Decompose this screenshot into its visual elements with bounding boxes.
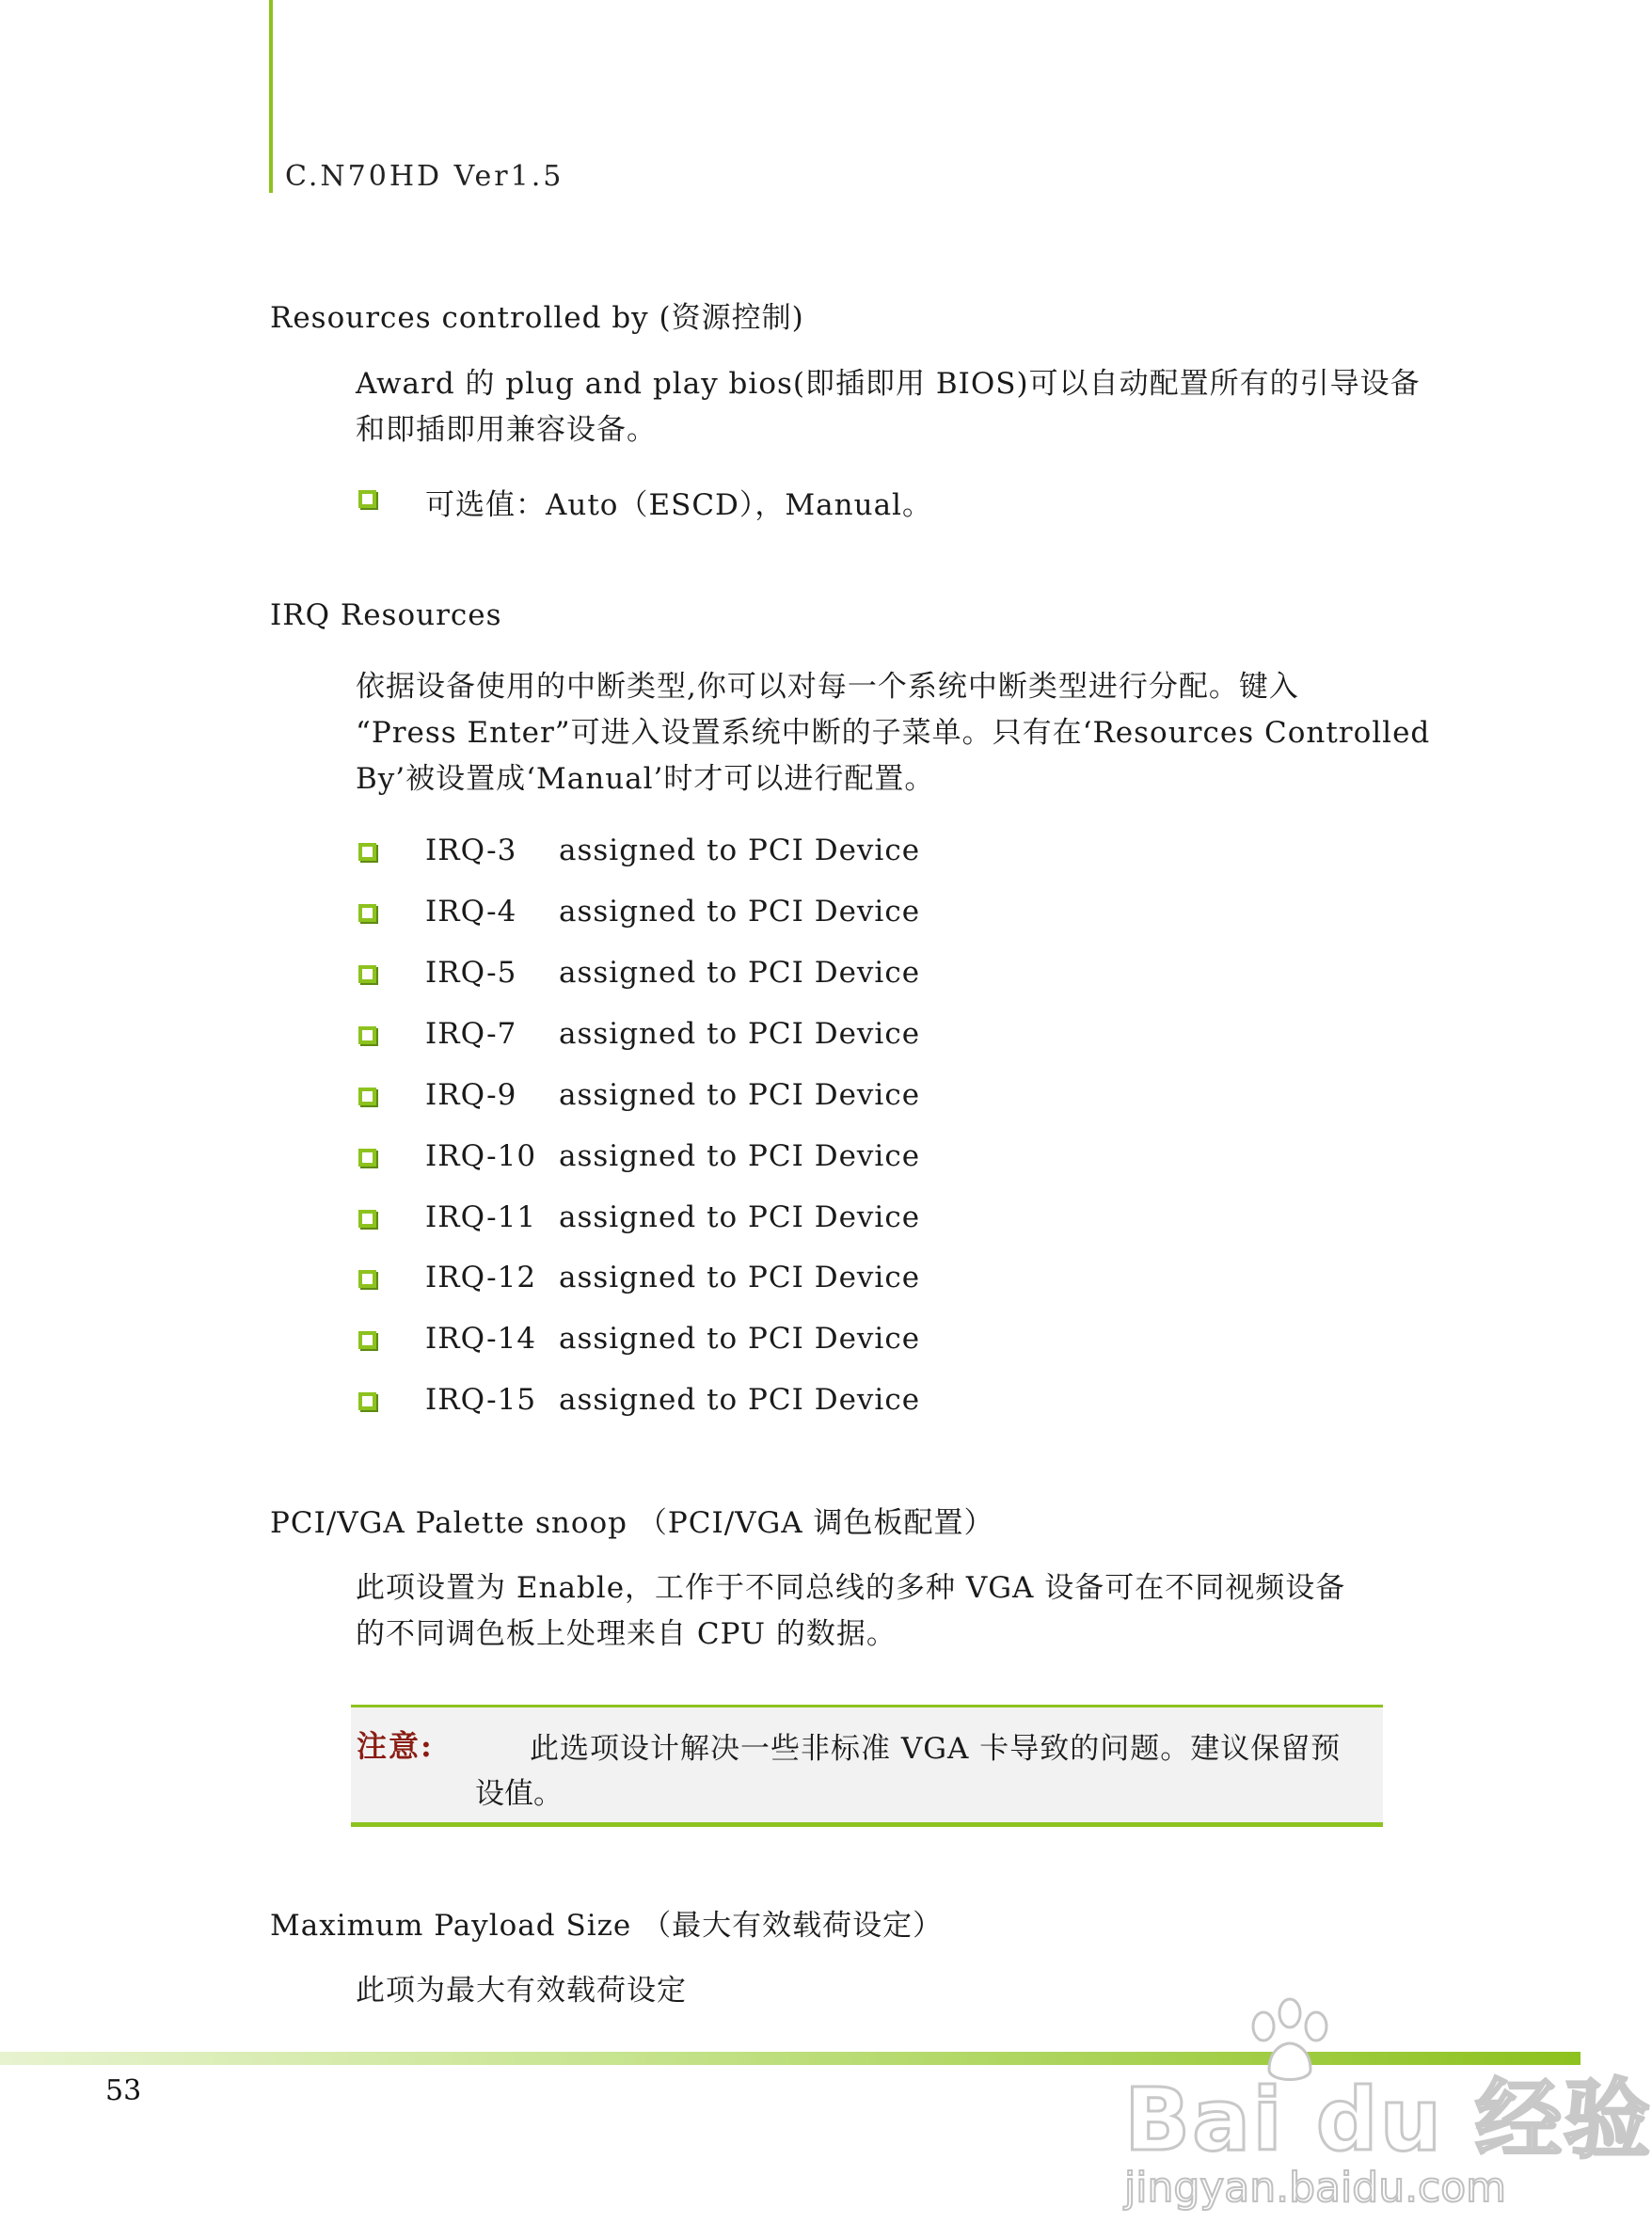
irq-label: IRQ-12 [425,1261,537,1294]
checkbox-bullet-icon [358,1331,376,1349]
paragraph-line: “Press Enter”可进入设置系统中断的子菜单。只有在‘Resources Controlled [356,716,1431,750]
irq-assignment: assigned to PCI Device [559,1200,921,1234]
option-values-text: 可选值：Auto（ESCD），Manual。 [425,488,932,522]
checkbox-bullet-icon [358,843,376,861]
watermark-brand: Bai du 经验 [1124,2070,1652,2170]
irq-assignment: assigned to PCI Device [559,834,921,867]
irq-assignment: assigned to PCI Device [559,1383,921,1417]
watermark-url: jingyan.baidu.com [1124,2164,1507,2212]
checkbox-bullet-icon [358,1392,376,1410]
irq-label: IRQ-9 [425,1078,517,1112]
irq-label: IRQ-15 [425,1383,537,1417]
paragraph-irq [356,664,1431,802]
paragraph-line: 和即插即用兼容设备。 [356,413,657,447]
irq-label: IRQ-14 [425,1322,537,1356]
paragraph-line: 的不同调色板上处理来自 CPU 的数据。 [356,1617,897,1651]
irq-assignment: assigned to PCI Device [559,895,921,929]
note-text-line: 设值。 [475,1777,563,1811]
baidu-watermark [1124,1994,1652,2230]
checkbox-bullet-icon [358,1270,376,1288]
paragraph-line: By’被设置成‘Manual’时才可以进行配置。 [356,762,935,796]
heading-resources-controlled: Resources controlled by (资源控制) [270,301,804,335]
note-box [351,1705,1383,1827]
irq-assignment: assigned to PCI Device [559,1017,921,1051]
paragraph-line: 依据设备使用的中断类型,你可以对每一个系统中断类型进行分配。键入 [356,670,1299,704]
heading-irq-resources: IRQ Resources [270,598,502,632]
model-version: C.N70HD Ver1.5 [285,160,564,193]
checkbox-bullet-icon [358,965,376,983]
irq-label: IRQ-3 [425,834,517,867]
irq-assignment: assigned to PCI Device [559,956,921,990]
page-number: 53 [105,2074,142,2107]
checkbox-bullet-icon [358,1026,376,1044]
irq-assignment: assigned to PCI Device [559,1078,921,1112]
checkbox-bullet-icon [358,1210,376,1228]
irq-assignment: assigned to PCI Device [559,1322,921,1356]
irq-label: IRQ-11 [425,1200,537,1234]
irq-label: IRQ-7 [425,1017,517,1051]
paragraph-palette [356,1565,1381,1658]
header-accent-bar [269,0,273,193]
checkbox-bullet-icon [358,1149,376,1167]
note-label: 注意: [357,1728,434,1764]
paragraph-line: 此项为最大有效载荷设定 [356,1974,687,2008]
note-text-line: 此选项设计解决一些非标准 VGA 卡导致的问题。建议保留预 [530,1732,1342,1766]
heading-maximum-payload: Maximum Payload Size （最大有效载荷设定） [270,1909,944,1943]
checkbox-bullet-icon [358,1088,376,1105]
paragraph-line: Award 的 plug and play bios(即插即用 BIOS)可以自动配置所有的引导设备 [356,367,1421,401]
heading-pci-vga-palette: PCI/VGA Palette snoop （PCI/VGA 调色板配置） [270,1506,994,1540]
irq-assignment: assigned to PCI Device [559,1139,921,1173]
irq-label: IRQ-5 [425,956,517,990]
checkbox-bullet-icon [358,904,376,922]
paragraph-line: 此项设置为 Enable，工作于不同总线的多种 VGA 设备可在不同视频设备 [356,1571,1346,1605]
paragraph-resources [356,361,1421,453]
checkbox-bullet-icon [358,490,376,508]
irq-label: IRQ-10 [425,1139,537,1173]
irq-label: IRQ-4 [425,895,517,929]
irq-assignment: assigned to PCI Device [559,1261,921,1294]
